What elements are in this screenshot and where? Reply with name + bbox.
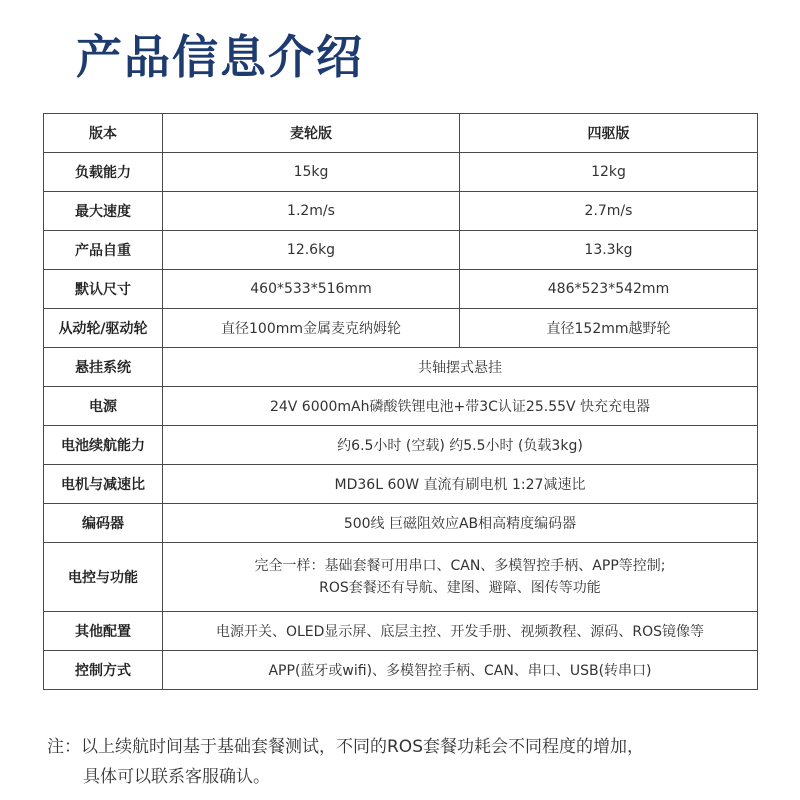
cell-4wd: 直径152mm越野轮 — [460, 309, 758, 348]
table-row — [44, 231, 758, 270]
table-row — [44, 387, 758, 426]
table-row — [44, 270, 758, 309]
header-4wd: 四驱版 — [460, 114, 758, 153]
table-row — [44, 543, 758, 612]
row-label: 电源 — [44, 387, 163, 426]
cell-shared: MD36L 60W 直流有刷电机 1:27减速比 — [163, 465, 758, 504]
cell-4wd: 486*523*542mm — [460, 270, 758, 309]
table-row — [44, 651, 758, 690]
table-row — [44, 348, 758, 387]
row-label: 负载能力 — [44, 153, 163, 192]
spec-table — [43, 113, 758, 690]
cell-mecanum: 1.2m/s — [163, 192, 460, 231]
footnote — [47, 732, 767, 792]
cell-shared: 电源开关、OLED显示屏、底层主控、开发手册、视频教程、源码、ROS镜像等 — [163, 612, 758, 651]
table-row — [44, 504, 758, 543]
row-label: 编码器 — [44, 504, 163, 543]
header-label: 版本 — [44, 114, 163, 153]
cell-shared: 500线 巨磁阻效应AB相高精度编码器 — [163, 504, 758, 543]
cell-4wd: 12kg — [460, 153, 758, 192]
row-label: 控制方式 — [44, 651, 163, 690]
table-row — [44, 612, 758, 651]
cell-line: 完全一样：基础套餐可用串口、CAN、多模智控手柄、APP等控制; — [254, 558, 666, 574]
row-label: 电控与功能 — [44, 543, 163, 612]
table-row — [44, 309, 758, 348]
row-label: 电池续航能力 — [44, 426, 163, 465]
row-label: 悬挂系统 — [44, 348, 163, 387]
cell-shared: 约6.5小时 (空载) 约5.5小时 (负载3kg) — [163, 426, 758, 465]
footnote-line: 具体可以联系客服确认。 — [83, 767, 270, 787]
cell-line: ROS套餐还有导航、建图、避障、图传等功能 — [319, 580, 601, 596]
table-header-row — [44, 114, 758, 153]
cell-shared: APP(蓝牙或wifi)、多模智控手柄、CAN、串口、USB(转串口) — [163, 651, 758, 690]
header-mecanum: 麦轮版 — [163, 114, 460, 153]
row-label: 产品自重 — [44, 231, 163, 270]
cell-mecanum: 460*533*516mm — [163, 270, 460, 309]
footnote-line: 注：以上续航时间基于基础套餐测试，不同的ROS套餐功耗会不同程度的增加， — [47, 737, 644, 757]
row-label: 默认尺寸 — [44, 270, 163, 309]
table-row — [44, 153, 758, 192]
table-row — [44, 192, 758, 231]
row-label: 其他配置 — [44, 612, 163, 651]
row-label: 电机与减速比 — [44, 465, 163, 504]
cell-mecanum: 12.6kg — [163, 231, 460, 270]
row-label: 最大速度 — [44, 192, 163, 231]
cell-mecanum: 15kg — [163, 153, 460, 192]
cell-4wd: 2.7m/s — [460, 192, 758, 231]
table-row — [44, 465, 758, 504]
cell-shared — [163, 543, 758, 612]
row-label: 从动轮/驱动轮 — [44, 309, 163, 348]
cell-4wd: 13.3kg — [460, 231, 758, 270]
cell-shared: 24V 6000mAh磷酸铁锂电池+带3C认证25.55V 快充充电器 — [163, 387, 758, 426]
page-title: 产品信息介绍 — [76, 30, 364, 84]
cell-mecanum: 直径100mm金属麦克纳姆轮 — [163, 309, 460, 348]
cell-shared: 共轴摆式悬挂 — [163, 348, 758, 387]
table-row — [44, 426, 758, 465]
